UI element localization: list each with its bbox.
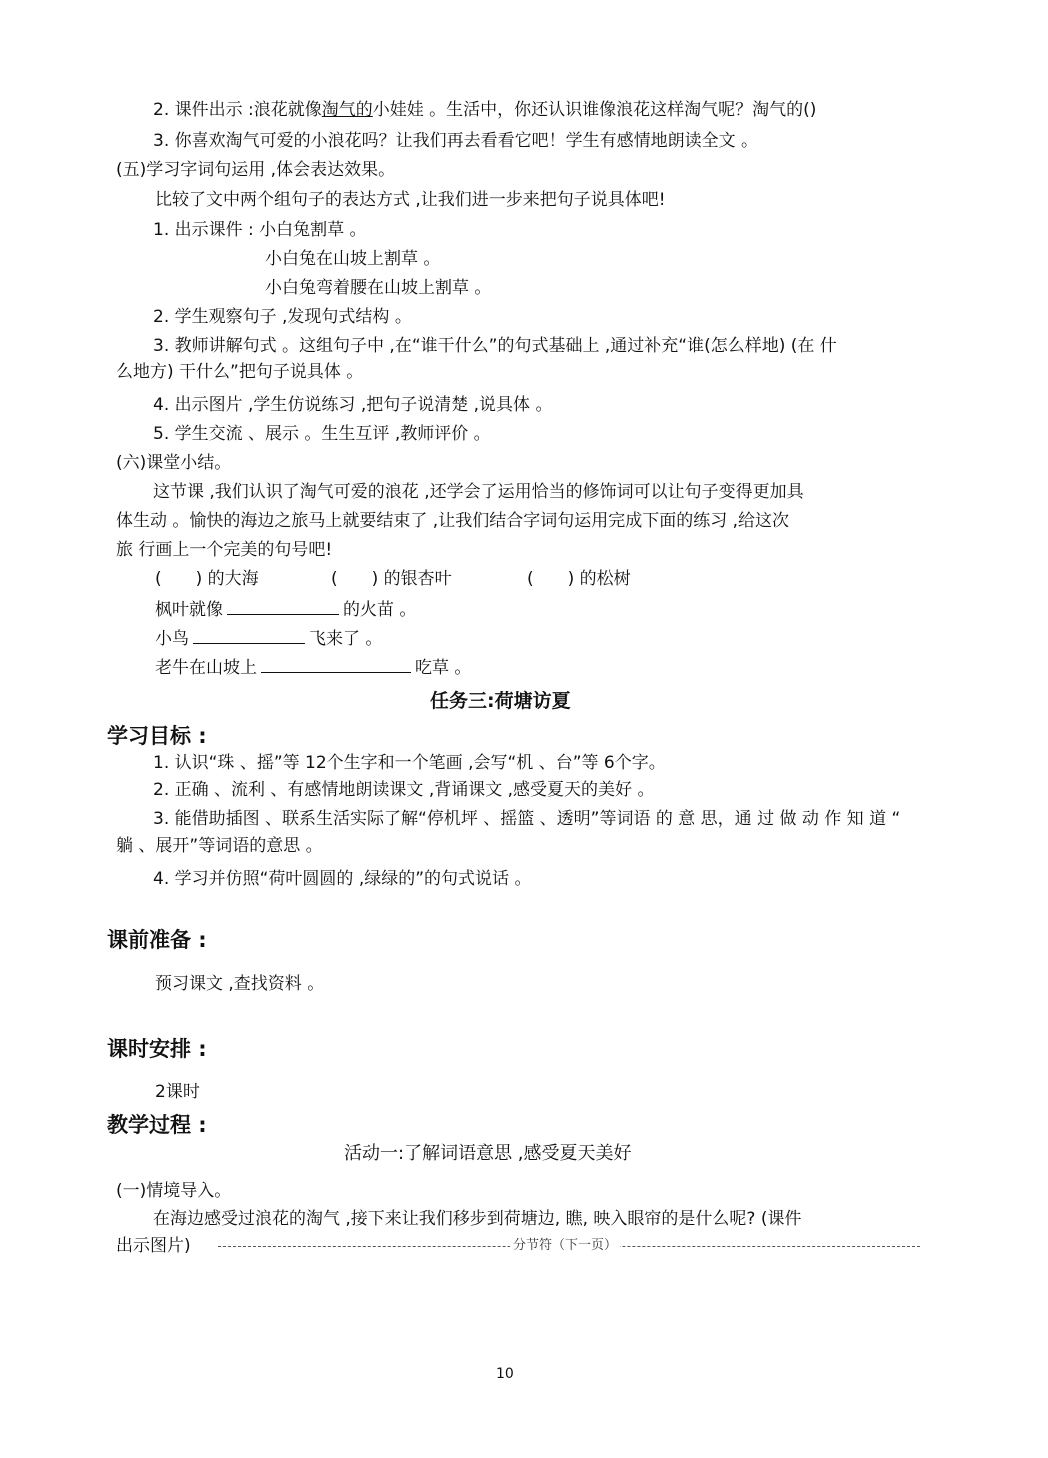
goal-item: 1. 认识“珠 、摇”等 12个生字和一个笔画 ,会写“机 、台”等 6个字。 xyxy=(153,753,666,773)
exercise-text: ) 的大海 xyxy=(195,569,259,589)
text-line: 3. 教师讲解句式 。这组句子中 ,在“谁干什么”的句式基础上 ,通过补充“谁(怎么样地) (在 什 xyxy=(153,336,837,356)
text-line: 在海边感受过浪花的淘气 ,接下来让我们移步到荷塘边, 瞧, 映入眼帘的是什么呢? (课件 xyxy=(153,1209,802,1229)
line-segment: 小娃娃 。生活中，你还认识谁像浪花这样淘气呢？淘气的() xyxy=(372,100,817,120)
section-heading-6: (六)课堂小结。 xyxy=(116,453,232,473)
exercise-text: 枫叶就像 xyxy=(155,600,223,620)
fill-blank[interactable] xyxy=(261,656,411,673)
text-line: 4. 出示图片 ,学生仿说练习 ,把句子说清楚 ,说具体 。 xyxy=(153,395,553,415)
exercise-text: 老牛在山坡上 xyxy=(155,658,257,678)
text-line: (一)情境导入。 xyxy=(116,1181,232,1201)
exercise-text: 飞来了 。 xyxy=(309,629,383,649)
goal-item: 2. 正确 、流利 、有感情地朗读课文 ,背诵课文 ,感受夏天的美好 。 xyxy=(153,780,655,800)
exercise-text: ) 的银杏叶 xyxy=(371,569,452,589)
section-break-label: 分节符（下一页） xyxy=(510,1237,620,1255)
exercise-text: ) 的松树 xyxy=(567,569,631,589)
line-segment: 2. 课件出示 :浪花就像 xyxy=(153,100,322,120)
underlined-word: 淘气的 xyxy=(321,100,373,120)
text-line: 1. 出示课件 : 小白兔割草 。 xyxy=(153,220,367,240)
exercise-line xyxy=(527,568,631,590)
text-line: 2课时 xyxy=(155,1082,200,1102)
paren: ( xyxy=(155,569,162,589)
exercise-line xyxy=(155,568,259,590)
fill-blank[interactable] xyxy=(227,598,339,615)
text-line: 预习课文 ,查找资料 。 xyxy=(155,974,325,994)
exercise-text: 的火苗 。 xyxy=(343,600,417,620)
exercise-line xyxy=(155,656,471,679)
goals-heading: 学习目标 : xyxy=(107,724,207,748)
fill-blank[interactable] xyxy=(193,627,305,644)
text-line: 旅 行画上一个完美的句号吧! xyxy=(116,540,333,560)
text-line: 小白兔在山坡上割草 。 xyxy=(265,249,441,269)
text-line: 出示图片) xyxy=(116,1236,191,1256)
task-title: 任务三:荷塘访夏 xyxy=(430,690,571,712)
paren: ( xyxy=(331,569,338,589)
goal-item: 躺 、展开”等词语的意思 。 xyxy=(116,836,323,856)
exercise-text: 小鸟 xyxy=(155,629,189,649)
exercise-line xyxy=(155,598,416,621)
text-line: 体生动 。愉快的海边之旅马上就要结束了 ,让我们结合字词句运用完成下面的练习 ,给这次 xyxy=(116,511,790,531)
paren: ( xyxy=(527,569,534,589)
activity-title: 活动一:了解词语意思 ,感受夏天美好 xyxy=(344,1143,632,1164)
hours-heading: 课时安排 : xyxy=(107,1037,207,1061)
prep-heading: 课前准备 : xyxy=(107,928,207,952)
text-line xyxy=(153,99,816,121)
text-line: 5. 学生交流 、展示 。生生互评 ,教师评价 。 xyxy=(153,424,491,444)
exercise-line xyxy=(155,627,382,650)
goal-item: 4. 学习并仿照“荷叶圆圆的 ,绿绿的”的句式说话 。 xyxy=(153,869,532,889)
text-line: 小白兔弯着腰在山坡上割草 。 xyxy=(265,278,492,298)
process-heading: 教学过程 : xyxy=(107,1113,207,1137)
exercise-line xyxy=(331,568,452,590)
text-line: 2. 学生观察句子 ,发现句式结构 。 xyxy=(153,307,412,327)
exercise-text: 吃草 。 xyxy=(415,658,472,678)
text-line: 这节课 ,我们认识了淘气可爱的浪花 ,还学会了运用恰当的修饰词可以让句子变得更加具 xyxy=(153,482,804,502)
text-line: 3. 你喜欢淘气可爱的小浪花吗？让我们再去看看它吧！学生有感情地朗读全文 。 xyxy=(153,131,759,151)
text-line: 比较了文中两个组句子的表达方式 ,让我们进一步来把句子说具体吧! xyxy=(155,190,666,210)
page-number: 10 xyxy=(496,1366,514,1382)
text-line: 么地方) 干什么”把句子说具体 。 xyxy=(116,362,364,382)
goal-item: 3. 能借助插图 、联系生活实际了解“停机坪 、摇篮 、透明”等词语 的 意 思，通 过 做 动 作 知 道 “ xyxy=(153,809,901,829)
section-heading-5: (五)学习字词句运用 ,体会表达效果。 xyxy=(116,160,396,180)
